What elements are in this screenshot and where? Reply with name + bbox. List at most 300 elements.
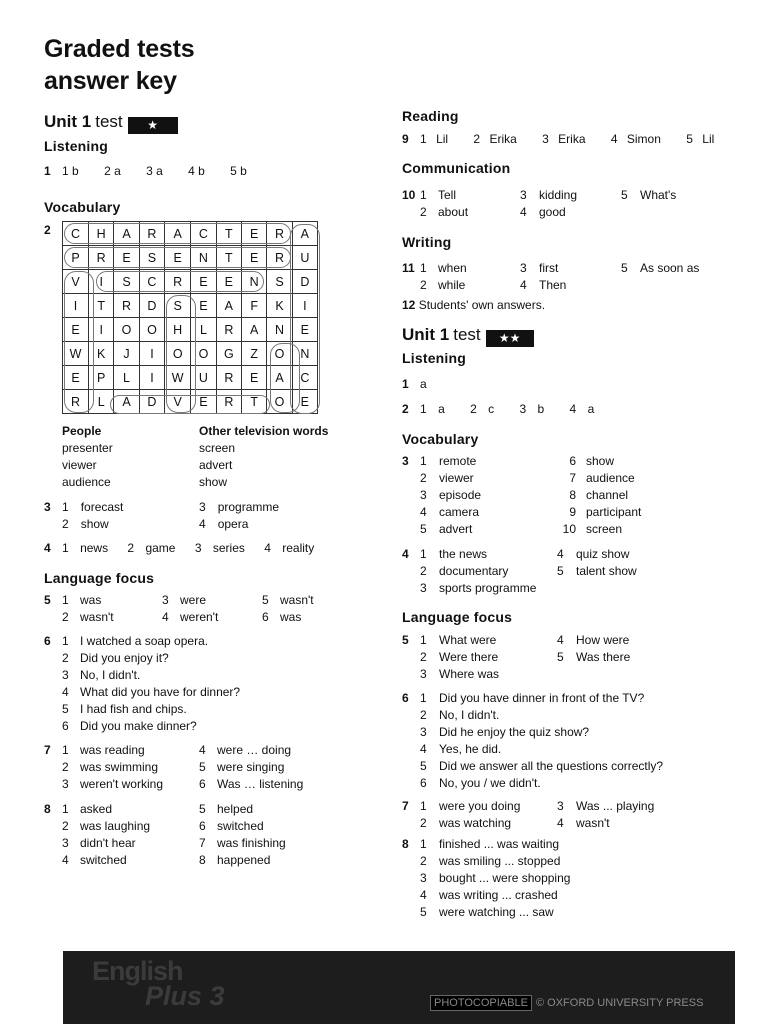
answer: were watching ... saw	[439, 905, 554, 919]
question-number: 11	[402, 261, 415, 275]
grid-cell: T	[242, 390, 267, 414]
grid-cell: E	[242, 222, 267, 246]
grid-cell: R	[63, 390, 89, 414]
q6-answers	[62, 633, 240, 735]
answer: was writing ... crashed	[439, 888, 558, 902]
question-number: 8	[402, 837, 409, 851]
item-number: 3	[557, 799, 564, 813]
item-number: 4	[420, 888, 427, 902]
grid-cell: E	[191, 270, 216, 294]
answer: a	[438, 402, 445, 416]
unit-label: Unit 1	[402, 325, 450, 344]
answer: Did you have dinner in front of the TV?	[439, 691, 645, 705]
grid-cell: R	[216, 390, 241, 414]
item-number: 4	[569, 402, 577, 416]
grid-cell: O	[114, 318, 139, 342]
item-number: 4	[610, 132, 618, 146]
copyright-text: © OXFORD UNIVERSITY PRESS	[536, 997, 704, 1009]
answer: documentary	[439, 564, 509, 578]
answer: Erika	[489, 132, 517, 146]
answer: Did you enjoy it?	[80, 651, 169, 665]
grid-cell: C	[191, 222, 216, 246]
word-ring	[64, 271, 94, 413]
item-number: 3	[420, 871, 427, 885]
grid-cell: R	[139, 222, 164, 246]
item-number: 1	[62, 802, 69, 816]
grid-cell: I	[89, 270, 114, 294]
grid-cell: L	[114, 366, 139, 390]
item-number: 1	[420, 188, 427, 202]
unit-heading-1star	[44, 112, 178, 134]
question-number: 2	[44, 223, 51, 237]
answer: No, I didn't.	[439, 708, 500, 722]
answer: Lil	[436, 132, 449, 146]
answer: 5 b	[230, 164, 247, 178]
grid-cell: U	[191, 366, 216, 390]
question-number: 1	[44, 164, 51, 178]
item-number: 2	[62, 819, 69, 833]
answer: Did he enjoy the quiz show?	[439, 725, 590, 739]
answer: quiz show	[576, 547, 630, 561]
answer: Was there	[576, 650, 631, 664]
q8-answers	[420, 836, 570, 921]
item-number: 1	[420, 402, 427, 416]
section-heading-reading: Reading	[402, 108, 459, 124]
grid-cell: E	[292, 390, 317, 414]
item-number: 7	[199, 836, 206, 850]
answer: bought ... were shopping	[439, 871, 571, 885]
question-number: 6	[402, 691, 409, 705]
answer: How were	[576, 633, 630, 647]
item-number: 1	[420, 633, 427, 647]
item-number: 1	[420, 132, 427, 146]
grid-cell: E	[63, 318, 89, 342]
item-number: 2	[62, 651, 69, 665]
item-number: 4	[264, 541, 271, 555]
list-item: advert	[199, 458, 233, 472]
question-number: 5	[402, 633, 409, 647]
word-ring	[270, 343, 300, 413]
answer: participant	[586, 505, 642, 519]
item-number: 4	[557, 816, 564, 830]
answer: 2 a	[104, 164, 121, 178]
word-ring	[110, 395, 270, 414]
item-number: 3	[420, 667, 427, 681]
answer: What did you have for dinner?	[80, 685, 241, 699]
grid-cell: R	[165, 270, 191, 294]
item-number: 1	[62, 593, 69, 607]
item-number: 4	[557, 633, 564, 647]
item-number: 3	[194, 541, 202, 555]
grid-cell: K	[89, 342, 114, 366]
title-line2: answer key	[44, 67, 177, 95]
answer: was finishing	[217, 836, 286, 850]
answer: Was … listening	[217, 777, 304, 791]
q7-left	[62, 742, 163, 793]
list-item: show	[199, 475, 228, 489]
item-number: 2	[420, 650, 427, 664]
answer: What's	[640, 188, 677, 202]
item-number: 4	[520, 278, 527, 292]
grid-cell: O	[139, 318, 164, 342]
item-number: 8	[199, 853, 206, 867]
question-number: 8	[44, 802, 51, 816]
item-number: 5	[621, 261, 628, 275]
answer: wasn't	[576, 816, 610, 830]
item-number: 1	[420, 691, 427, 705]
answer: programme	[217, 500, 280, 514]
grid-cell: D	[139, 390, 164, 414]
grid-cell: S	[139, 246, 164, 270]
item-number: 4	[162, 610, 169, 624]
question-number: 2	[402, 402, 409, 416]
answer: wasn't	[80, 610, 114, 624]
grid-cell: D	[139, 294, 164, 318]
answer: remote	[439, 454, 477, 468]
q7-right	[199, 742, 303, 793]
answer: Was ... playing	[576, 799, 655, 813]
tv-words-heading: Other television words	[199, 424, 329, 438]
section-heading-language-focus: Language focus	[44, 570, 155, 586]
answer: switched	[217, 819, 264, 833]
grid-cell: E	[191, 390, 216, 414]
q3-answers	[44, 499, 51, 516]
grid-cell: P	[89, 366, 114, 390]
item-number: 5	[621, 188, 628, 202]
q12-answer	[402, 297, 545, 314]
q9-answers	[402, 131, 714, 148]
q1-answer	[402, 376, 427, 393]
answer: weren't working	[80, 777, 163, 791]
grid-cell: E	[242, 366, 267, 390]
grid-cell: N	[292, 342, 317, 366]
answer: kidding	[539, 188, 578, 202]
q4-answers	[44, 540, 314, 557]
answer: wasn't	[280, 593, 314, 607]
grid-cell: R	[216, 366, 241, 390]
answer: helped	[217, 802, 254, 816]
answer: Yes, he did.	[439, 742, 502, 756]
item-number: 3	[420, 725, 427, 739]
answer: 1 b	[62, 164, 79, 178]
item-number: 8	[569, 488, 576, 502]
item-number: 2	[420, 854, 427, 868]
grid-cell: A	[292, 222, 317, 246]
answer: c	[488, 402, 495, 416]
item-number: 4	[62, 853, 69, 867]
answer: reality	[282, 541, 315, 555]
grid-cell: H	[165, 318, 191, 342]
logo-line1: English	[92, 956, 183, 986]
answer: finished ... was waiting	[439, 837, 560, 851]
test-label: test	[453, 325, 481, 344]
item-number: 5	[62, 702, 69, 716]
section-heading-vocabulary: Vocabulary	[44, 199, 121, 215]
item-number: 6	[199, 777, 206, 791]
answer: was swimming	[80, 760, 159, 774]
item-number: 5	[199, 802, 206, 816]
section-heading-communication: Communication	[402, 160, 511, 176]
item-number: 1	[62, 500, 69, 514]
item-number: 2	[420, 708, 427, 722]
grid-cell: C	[139, 270, 164, 294]
q4-left	[420, 546, 536, 597]
grid-cell: E	[216, 270, 241, 294]
item-number: 2	[420, 816, 427, 830]
item-number: 1	[420, 547, 427, 561]
answer: Lil	[702, 132, 715, 146]
item-number: 3	[62, 668, 69, 682]
q5-right	[557, 632, 630, 666]
answer: channel	[586, 488, 629, 502]
grid-cell: E	[63, 366, 89, 390]
answer: screen	[586, 522, 623, 536]
item-number: 4	[199, 517, 206, 531]
answer: Tell	[438, 188, 457, 202]
title-line1: Graded tests	[44, 35, 195, 63]
item-number: 5	[199, 760, 206, 774]
item-number: 1	[420, 454, 427, 468]
word-ring	[64, 223, 291, 244]
q8-right	[199, 801, 286, 869]
answer: audience	[586, 471, 635, 485]
item-number: 3	[199, 500, 206, 514]
people-list	[62, 440, 113, 491]
grid-cell: T	[216, 222, 241, 246]
answer: Students' own answers.	[418, 298, 546, 312]
section-heading-language-focus: Language focus	[402, 609, 513, 625]
grid-cell: A	[114, 390, 139, 414]
item-number: 6	[262, 610, 269, 624]
grid-cell: U	[292, 246, 317, 270]
item-number: 3	[542, 132, 549, 146]
answer: about	[438, 205, 469, 219]
question-number: 9	[402, 132, 409, 146]
answer: were singing	[217, 760, 285, 774]
list-item: screen	[199, 441, 236, 455]
item-number: 6	[420, 776, 427, 790]
item-number: 3	[62, 777, 69, 791]
grid-cell: H	[89, 222, 114, 246]
answer: game	[145, 541, 176, 555]
item-number: 2	[62, 517, 69, 531]
grid-cell: R	[267, 246, 292, 270]
answer: were	[180, 593, 207, 607]
photocopiable-label: PHOTOCOPIABLE	[430, 995, 532, 1011]
answer: first	[539, 261, 559, 275]
grid-cell: J	[114, 342, 139, 366]
grid-cell: O	[191, 342, 216, 366]
grid-cell: E	[165, 246, 191, 270]
answer: sports programme	[439, 581, 537, 595]
grid-cell: F	[242, 294, 267, 318]
q2-answers	[402, 401, 594, 418]
answer: news	[80, 541, 109, 555]
unit-heading-2star	[402, 325, 534, 347]
word-ring	[96, 271, 264, 292]
item-number: 2	[420, 564, 427, 578]
grid-cell: R	[89, 246, 114, 270]
item-number: 5	[557, 564, 564, 578]
answer: happened	[217, 853, 271, 867]
item-number: 5	[686, 132, 693, 146]
grid-cell: A	[242, 318, 267, 342]
answer: when	[438, 261, 467, 275]
grid-cell: I	[139, 366, 164, 390]
grid-cell: S	[114, 270, 139, 294]
item-number: 4	[199, 743, 206, 757]
q6-answers	[420, 690, 663, 792]
item-number: 1	[420, 799, 427, 813]
answer: advert	[439, 522, 473, 536]
item-number: 1	[420, 837, 427, 851]
question-number: 5	[44, 593, 51, 607]
item-number: 2	[62, 610, 69, 624]
grid-cell: T	[216, 246, 241, 270]
answer: opera	[217, 517, 249, 531]
answer: Did we answer all the questions correctly?	[439, 759, 664, 773]
question-number: 3	[402, 454, 409, 468]
question-number: 3	[44, 500, 51, 514]
grid-cell: R	[216, 318, 241, 342]
section-heading-listening: Listening	[402, 350, 467, 366]
grid-cell: V	[63, 270, 89, 294]
question-number: 7	[44, 743, 51, 757]
grid-cell: L	[191, 318, 216, 342]
answer: switched	[80, 853, 127, 867]
item-number: 2	[127, 541, 135, 555]
answer: As soon as	[640, 261, 700, 275]
grid-cell: A	[165, 222, 191, 246]
q3-left	[420, 453, 481, 538]
item-number: 3	[520, 188, 527, 202]
q3-right	[550, 453, 641, 538]
item-number: 2	[420, 205, 427, 219]
answer: was reading	[80, 743, 145, 757]
answer: I watched a soap opera.	[80, 634, 209, 648]
grid-cell: I	[139, 342, 164, 366]
answer: episode	[439, 488, 482, 502]
grid-cell: P	[63, 246, 89, 270]
grid-cell: N	[267, 318, 292, 342]
tv-words-list	[199, 440, 235, 491]
item-number: 4	[420, 505, 427, 519]
item-number: 2	[473, 132, 481, 146]
grid-cell: I	[63, 294, 89, 318]
list-item: viewer	[62, 458, 97, 472]
test-label: test	[95, 112, 123, 131]
difficulty-badge: ★	[128, 117, 178, 134]
grid-cell: T	[89, 294, 114, 318]
item-number: 5	[262, 593, 269, 607]
item-number: 6	[62, 719, 69, 733]
word-ring	[64, 247, 291, 268]
q3-right	[199, 499, 279, 533]
answer: while	[438, 278, 466, 292]
item-number: 5	[420, 759, 427, 773]
answer: Were there	[439, 650, 499, 664]
answer: show	[80, 517, 109, 531]
item-number: 2	[470, 402, 477, 416]
item-number: 1	[420, 261, 427, 275]
item-number: 4	[62, 685, 69, 699]
section-heading-listening: Listening	[44, 138, 109, 154]
item-number: 2	[62, 760, 69, 774]
answer: 4 b	[188, 164, 205, 178]
question-number: 1	[402, 377, 409, 391]
q3-left	[62, 499, 123, 533]
item-number: 1	[62, 743, 69, 757]
grid-cell: E	[292, 318, 317, 342]
item-number: 4	[520, 205, 527, 219]
question-number: 10	[402, 188, 416, 202]
item-number: 3	[420, 488, 427, 502]
q4-right	[557, 546, 637, 580]
item-number: 3	[162, 593, 169, 607]
item-number: 5	[420, 522, 427, 536]
grid-cell: A	[114, 222, 139, 246]
grid-cell: S	[267, 270, 292, 294]
answer: was	[280, 610, 302, 624]
grid-cell: N	[191, 246, 216, 270]
answer: I had fish and chips.	[80, 702, 187, 716]
answer: No, I didn't.	[80, 668, 141, 682]
grid-cell: E	[191, 294, 216, 318]
question-number: 7	[402, 799, 409, 813]
answer: a	[587, 402, 595, 416]
q5-left	[420, 632, 499, 683]
grid-cell: L	[89, 390, 114, 414]
item-number: 3	[520, 261, 527, 275]
question-number: 6	[44, 634, 51, 648]
answer: No, you / we didn't.	[439, 776, 541, 790]
q5-answers	[62, 592, 314, 626]
section-heading-writing: Writing	[402, 234, 452, 250]
answer: Did you make dinner?	[80, 719, 197, 733]
answer: camera	[439, 505, 480, 519]
grid-cell: I	[89, 318, 114, 342]
grid-cell: A	[267, 366, 292, 390]
list-item: presenter	[62, 441, 113, 455]
grid-cell: I	[292, 294, 317, 318]
item-number: 7	[569, 471, 576, 485]
grid-cell: O	[165, 342, 191, 366]
answer: good	[539, 205, 566, 219]
item-number: 1	[62, 541, 69, 555]
unit-label: Unit 1	[44, 112, 92, 131]
grid-cell: C	[292, 366, 317, 390]
item-number: 1	[62, 634, 69, 648]
answer: a	[420, 377, 427, 391]
grid-cell: W	[63, 342, 89, 366]
item-number: 3	[420, 581, 427, 595]
list-item: audience	[62, 475, 111, 489]
answer: didn't hear	[80, 836, 136, 850]
grid-cell: W	[165, 366, 191, 390]
answer: Then	[539, 278, 567, 292]
answer: Erika	[558, 132, 586, 146]
answer: were … doing	[217, 743, 292, 757]
answer: 3 a	[146, 164, 163, 178]
grid-cell: O	[267, 390, 292, 414]
answer: weren't	[180, 610, 219, 624]
item-number: 5	[557, 650, 564, 664]
question-number: 4	[402, 547, 409, 561]
q8-left	[62, 801, 150, 869]
item-number: 2	[420, 471, 427, 485]
grid-cell: C	[63, 222, 89, 246]
answer: What were	[439, 633, 497, 647]
